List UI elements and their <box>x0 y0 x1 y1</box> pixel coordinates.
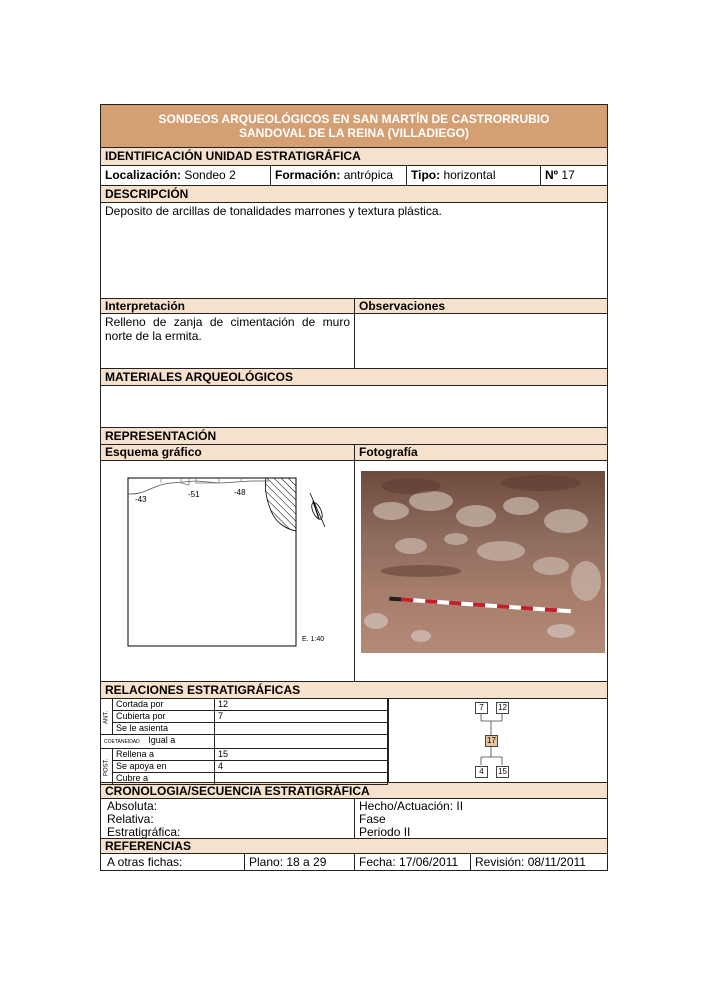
cubre-label: Cubre a <box>113 773 215 785</box>
cota-label-2: -51 <box>188 490 200 499</box>
apoya-label: Se apoya en <box>113 761 215 773</box>
harris-box-4: 4 <box>475 766 488 778</box>
representacion-body-row <box>101 445 607 682</box>
descripcion-heading: DESCRIPCIÓN <box>105 187 189 201</box>
relativa-label: Relativa: <box>107 812 154 826</box>
relaciones-table <box>100 698 388 785</box>
excavation-photo <box>361 471 605 653</box>
identificacion-header-row <box>101 148 607 166</box>
asienta-label: Se le asienta <box>113 723 215 735</box>
hecho-label: Hecho/Actuación: II <box>359 799 464 813</box>
cortada-label: Cortada por <box>113 699 215 711</box>
periodo-label: Periodo II <box>359 825 411 838</box>
apoya-value: 4 <box>215 761 388 773</box>
harris-box-17: 17 <box>485 735 498 747</box>
coetaneidad-label: COETANEIDAD <box>104 739 140 745</box>
estratigrafica-label: Estratigráfica: <box>107 825 181 838</box>
hatched-area <box>265 478 296 531</box>
observaciones-heading: Observaciones <box>359 299 446 313</box>
north-arrow-icon <box>310 493 325 527</box>
referencias-header-row <box>101 839 607 854</box>
formacion-label: Formación: <box>275 168 341 182</box>
representacion-header-row <box>101 428 607 445</box>
formacion-value: antrópica <box>343 168 394 182</box>
tipo-value: horizontal <box>443 168 496 182</box>
tipo-label: Tipo: <box>411 168 441 182</box>
identificacion-row <box>101 166 607 186</box>
cortada-value: 12 <box>215 699 388 711</box>
record-sheet <box>100 104 608 871</box>
igual-cell <box>101 735 215 749</box>
sheet-title <box>101 105 607 148</box>
rel-row-cubre <box>101 773 388 785</box>
cota-label-3: -48 <box>234 488 246 497</box>
esquema-panel <box>101 445 355 681</box>
materiales-body <box>101 386 607 428</box>
cota-label-1: -43 <box>135 495 147 504</box>
esquema-heading: Esquema gráfico <box>101 445 354 461</box>
localizacion-label: Localización: <box>105 168 182 182</box>
cubierta-value: 7 <box>215 711 388 723</box>
excavation-photo-image <box>361 471 605 653</box>
numero-label: Nº <box>545 168 559 182</box>
escala-label: E. 1:40 <box>302 636 325 643</box>
referencias-body-row <box>101 854 607 870</box>
rel-row-igual <box>101 735 388 749</box>
identificacion-heading: IDENTIFICACIÓN UNIDAD ESTRATIGRÁFICA <box>105 149 361 163</box>
harris-box-7: 7 <box>475 702 488 714</box>
numero-value: 17 <box>561 168 575 182</box>
relaciones-body-row <box>101 699 607 783</box>
cubierta-label: Cubierta por <box>113 711 215 723</box>
revision-label: Revisión: 08/11/2011 <box>475 855 586 869</box>
interpretacion-header-row <box>101 299 607 314</box>
harris-box-12: 12 <box>496 702 509 714</box>
title-line-1: SONDEOS ARQUEOLÓGICOS EN SAN MARTÍN DE CASTRORRUBIO <box>158 112 550 126</box>
descripcion-text: Deposito de arcillas de tonalidades marrones y textura plástica. <box>105 204 442 218</box>
representacion-heading: REPRESENTACIÓN <box>105 429 217 443</box>
ant-label: ANT. <box>101 699 113 735</box>
rellena-value: 15 <box>215 749 388 761</box>
harris-box-15: 15 <box>496 766 509 778</box>
asienta-value <box>215 723 388 735</box>
materiales-header-row <box>101 369 607 386</box>
materiales-text <box>101 386 607 427</box>
observaciones-text <box>355 314 607 368</box>
interpretacion-heading: Interpretación <box>101 299 355 313</box>
esquema-drawing <box>101 461 353 681</box>
harris-matrix <box>388 699 607 782</box>
cronologia-heading: CRONOLOGIA/SECUENCIA ESTRATIGRÁFICA <box>105 784 370 798</box>
formacion-cell <box>271 166 407 185</box>
rel-row-rellena <box>101 749 388 761</box>
relaciones-heading: RELACIONES ESTRATIGRÁFICAS <box>105 683 301 697</box>
cronologia-body-row <box>101 799 607 839</box>
referencias-heading: REFERENCIAS <box>105 839 192 853</box>
title-line-2: SANDOVAL DE LA REINA (VILLADIEGO) <box>238 126 469 140</box>
igual-value <box>215 735 388 749</box>
fotografia-heading: Fotografía <box>355 445 607 461</box>
plano-label: Plano: 18 a 29 <box>245 854 355 870</box>
interpretacion-text: Relleno de zanja de cimentación de muro norte de la ermita. <box>101 314 355 368</box>
cronologia-header-row <box>101 783 607 799</box>
cronologia-left <box>101 799 355 838</box>
rel-row-asienta <box>101 723 388 735</box>
post-label: POST. <box>101 749 113 785</box>
fotografia-panel <box>355 445 607 681</box>
interpretacion-body-row <box>101 314 607 369</box>
otras-fichas-label: A otras fichas: <box>101 854 245 870</box>
materiales-heading: MATERIALES ARQUEOLÓGICOS <box>105 370 294 384</box>
numero-cell <box>541 166 607 185</box>
absoluta-label: Absoluta: <box>107 799 158 813</box>
rel-row-cortada <box>101 699 388 711</box>
rellena-label: Rellena a <box>113 749 215 761</box>
relaciones-table-wrap <box>101 699 388 782</box>
fecha-label: Fecha: 17/06/2011 <box>355 854 471 870</box>
localizacion-cell <box>101 166 271 185</box>
tipo-cell <box>407 166 541 185</box>
rel-row-cubierta <box>101 711 388 723</box>
cubre-value <box>215 773 388 785</box>
descripcion-body <box>101 203 607 299</box>
localizacion-value: Sondeo 2 <box>184 168 236 182</box>
descripcion-header-row <box>101 186 607 203</box>
relaciones-header-row <box>101 682 607 699</box>
igual-label: Igual a <box>148 735 176 745</box>
rel-row-apoya <box>101 761 388 773</box>
fase-label: Fase <box>359 812 386 826</box>
cronologia-right <box>355 799 607 838</box>
